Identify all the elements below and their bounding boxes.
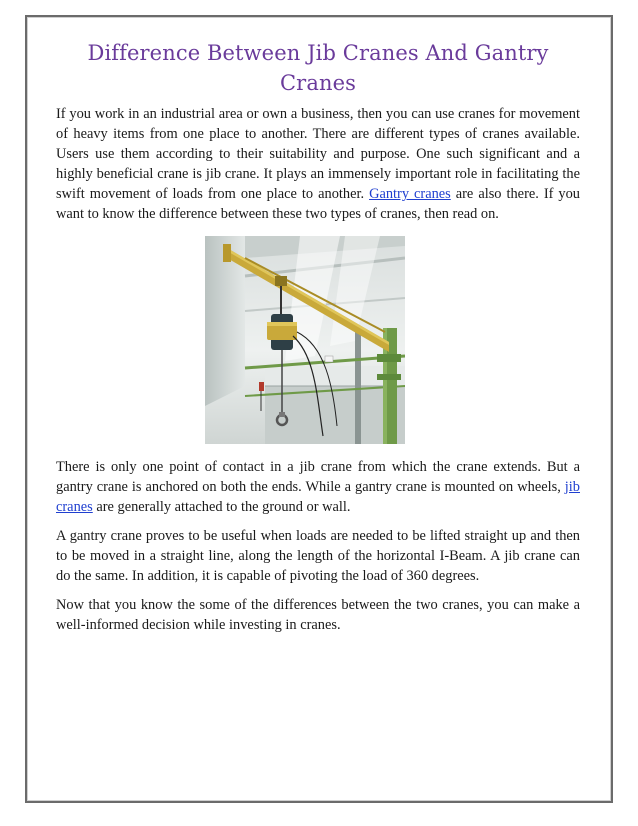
jib-cranes-link[interactable]: jib cranes [56,479,580,515]
intro-paragraph [56,104,580,224]
contact-text: There is only one point of contact in a jib crane from which the crane extends. But a gantry crane is anchored on both the ends. While a gantry crane is mounted on wheels, [56,459,580,495]
document-body [56,38,580,644]
page-title: Difference Between Jib Cranes And Gantry Cranes [87,41,549,95]
intro-text: If you work in an industrial area or own a business, then you can use cranes for movement of heavy items from one place to another. There are different types of cranes available. Users use them according to their suitability and purpose. One such significant and a highly beneficial crane is jib crane. It plays an immensely important role in facilitating the swift movement of loads from one place to another. [56,106,580,202]
usage-paragraph: A gantry crane proves to be useful when loads are needed to be lifted straight up and then to be moved in a straight line, along the length of the horizontal I-Beam. A jib crane can do the same. In addition, it is capable of pivoting the load of 360 degrees. [56,528,580,584]
jib-crane-photo [205,236,405,444]
gantry-cranes-link[interactable]: Gantry cranes [369,186,451,202]
conclusion-paragraph: Now that you know the some of the differences between the two cranes, you can make a well-informed decision while investing in cranes. [56,597,580,633]
contact-text-end: are generally attached to the ground or wall. [92,499,351,515]
contact-paragraph [56,457,580,517]
intro-text-end: are also there. If you want to know the difference between these two types of cranes, then read on. [56,186,580,222]
